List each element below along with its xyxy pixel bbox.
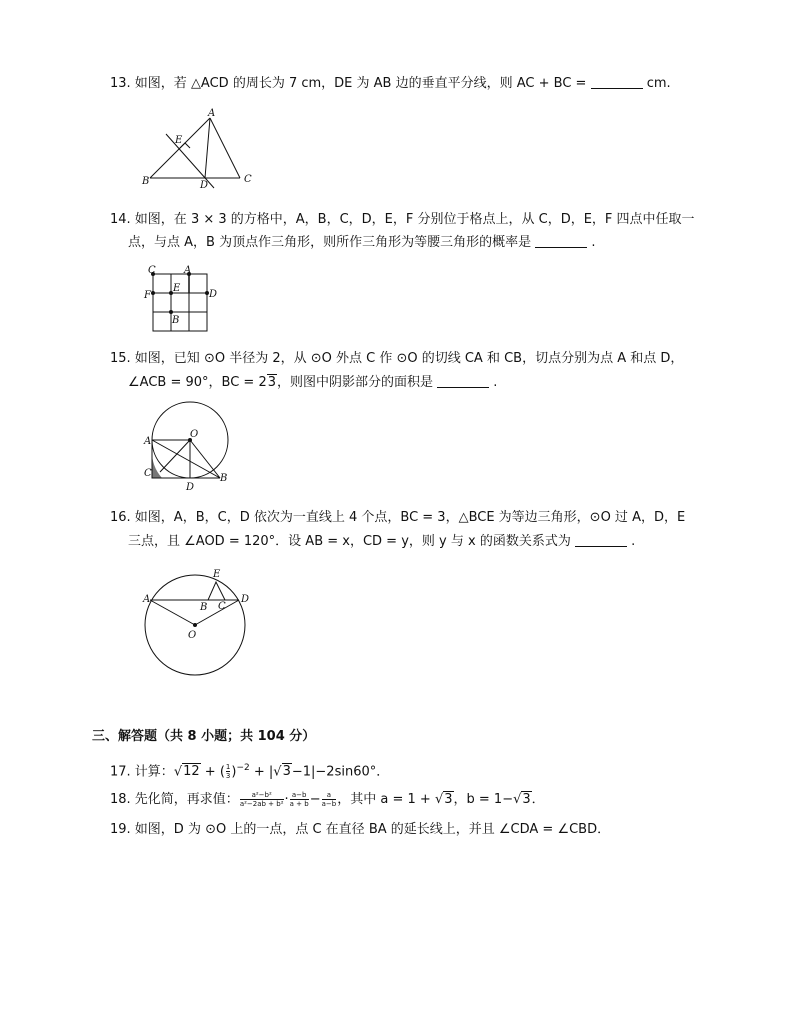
q16-label-a: A — [143, 594, 151, 605]
q15-line-oc — [160, 440, 190, 472]
q16-label-o: O — [188, 630, 197, 641]
q18-f1-num: a²−b² — [251, 791, 272, 799]
q14-label-d: D — [209, 289, 218, 300]
q16-line1: 16. 如图，A，B，C，D 依次为一直线上 4 个点，BC = 3，△BCE 为等边三角形，⊙O 过 A，D，E — [110, 510, 686, 525]
q18-mid2: ，b = 1− — [453, 792, 514, 807]
q18-f3-den: a−b — [321, 800, 337, 808]
q18-end: ． — [531, 792, 545, 807]
q16-answer-blank[interactable] — [575, 533, 627, 547]
q17-abs-b: −1|−2sin60°． — [291, 764, 390, 780]
q17-abs-a: + | — [249, 764, 274, 780]
q14-point-b — [169, 310, 173, 314]
q16-figure — [140, 566, 255, 678]
q17-exponent: −2 — [236, 763, 250, 773]
q18-f3-num: a — [326, 791, 332, 799]
q16-label-e: E — [213, 569, 221, 580]
q13-line-ac — [210, 118, 240, 178]
q18-f1-den: a²−2ab + b² — [239, 800, 284, 808]
q16-line2 — [128, 532, 635, 552]
q14-label-e: E — [173, 283, 181, 294]
q16-line2-text: 三点，且 ∠AOD = 120°．设 AB = x，CD = y，则 y 与 x 的函数关系式为 — [128, 534, 571, 549]
q14-figure — [144, 266, 224, 336]
q15-root3: 3 — [267, 375, 276, 390]
q18-f2-den: a + b — [289, 800, 309, 808]
q19-text: 19. 如图，D 为 ⊙O 上的一点，点 C 在直径 BA 的延长线上，并且 ∠CDA = ∠CBD． — [110, 822, 611, 837]
q15-line-ab — [152, 440, 220, 478]
q15-line2-end: . — [493, 375, 498, 390]
q14-line1: 14. 如图，在 3 × 3 的方格中，A，B，C，D，E，F 分别位于格点上，从 C，D，E，F 四点中任取一 — [110, 212, 695, 227]
q14-answer-blank[interactable] — [535, 234, 587, 248]
q16-label-b: B — [200, 602, 208, 613]
q17-frac-den: 3 — [225, 772, 231, 781]
q18-fraction3 — [322, 791, 337, 808]
q14-label-f: F — [144, 290, 151, 301]
q18-root-b: 3 — [522, 792, 531, 807]
q13-unit: cm. — [646, 76, 671, 91]
q15-line2 — [128, 373, 497, 393]
q15-answer-blank[interactable] — [437, 374, 489, 388]
q18-mid: ，其中 a = 1 + — [337, 792, 435, 807]
q17-plus: + — [200, 764, 220, 780]
q14-point-f — [151, 291, 155, 295]
q18-fraction1 — [240, 791, 284, 808]
q13-label-e: E — [175, 135, 183, 146]
q18-f2-num: a−b — [291, 791, 307, 799]
q17-root3: 3 — [282, 764, 291, 780]
q13-label-b: B — [142, 176, 150, 187]
q14-label-c: C — [148, 265, 156, 276]
q17-text: 17. 计算：√12 + ( $\frac{1}{3}$ )$^{-2}$ + |√3−1|−2sin60°． — [110, 763, 390, 781]
q13-label-c: C — [244, 174, 252, 185]
q17-prefix: 17. 计算： — [110, 764, 174, 780]
q15-label-o: O — [190, 429, 199, 440]
q14-label-b: B — [172, 315, 180, 326]
q13-label-d: D — [200, 180, 209, 191]
q15-label-b: B — [220, 473, 228, 484]
q14-label-a: A — [184, 265, 192, 276]
q13-line-ad — [205, 118, 210, 178]
q15-line-ob — [190, 440, 220, 478]
q16-line-oa — [150, 600, 195, 625]
section-title: 三、解答题（共 8 小题；共 104 分） — [92, 729, 316, 744]
q18-prefix: 18. 先化简，再求值： — [110, 792, 239, 807]
q13-answer-blank[interactable] — [591, 75, 643, 89]
q15-figure — [140, 402, 240, 492]
q18-root-a: 3 — [444, 792, 453, 807]
q14-line2-end: . — [591, 235, 596, 250]
q13-label-a: A — [208, 108, 216, 119]
q14-line2-text: 点，与点 A，B 为顶点作三角形，则所作三角形为等腰三角形的概率是 — [128, 235, 532, 250]
q13-text — [110, 74, 671, 94]
q16-label-c: C — [218, 601, 226, 612]
q17-root12: 12 — [183, 764, 200, 780]
q18-text: 18. 先化简，再求值： $\frac{\text{a²−b²}}{\text{a²−2ab + b²}}$ · $\frac{a-b}{a + b}$ − $\frac{a}{a-b}$ ，其中 a = 1 + √3，b = 1−√3． — [110, 791, 545, 808]
q15-label-c: C — [144, 468, 152, 479]
q14-line2 — [128, 233, 596, 253]
q16-line2-end: . — [631, 534, 636, 549]
q16-center-o — [193, 623, 197, 627]
q13-text-main: 13. 如图，若 △ACD 的周长为 7 cm，DE 为 AB 边的垂直平分线，则 AC + BC = — [110, 76, 587, 91]
q16-triangle-bce — [208, 582, 225, 600]
q17-fraction — [226, 763, 230, 780]
q15-line2-b: ，则图中阴影部分的面积是 — [277, 375, 434, 390]
q15-line1: 15. 如图，已知 ⊙O 半径为 2，从 ⊙O 外点 C 作 ⊙O 的切线 CA 和 CB，切点分别为点 A 和点 D， — [110, 351, 684, 366]
q15-label-a: A — [144, 436, 152, 447]
q16-label-d: D — [241, 594, 250, 605]
q15-label-d: D — [186, 482, 195, 493]
q18-fraction2 — [290, 791, 309, 808]
q15-line2-a: ∠ACB = 90°，BC = 2 — [128, 375, 267, 390]
q17-frac-num: 1 — [225, 763, 231, 772]
q13-figure — [140, 108, 260, 190]
